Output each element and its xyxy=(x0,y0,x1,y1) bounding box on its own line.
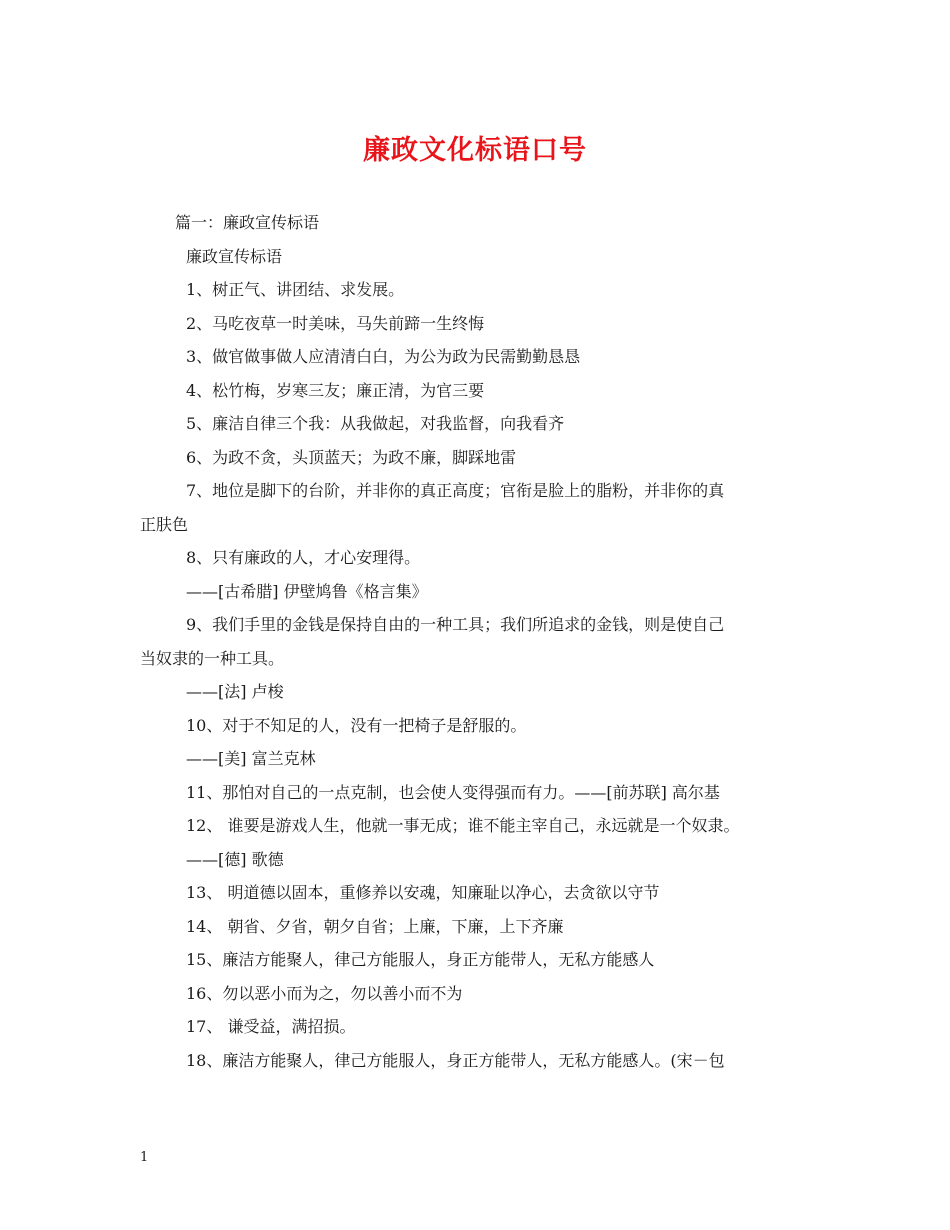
list-item: 7、地位是脚下的台阶，并非你的真正高度；官衔是脸上的脂粉，并非你的真 xyxy=(186,481,725,500)
list-item: 18、廉洁方能聚人，律己方能服人，身正方能带人，无私方能感人。(宋－包 xyxy=(186,1050,725,1070)
list-item: 5、廉洁自律三个我：从我做起，对我监督，向我看齐 xyxy=(186,414,565,433)
list-item: 16、勿以恶小而为之，勿以善小而不为 xyxy=(186,983,463,1003)
quote-attribution: ——[德] 歌德 xyxy=(186,849,284,869)
list-item: 6、为政不贪，头顶蓝天；为政不廉，脚踩地雷 xyxy=(186,447,517,467)
list-item: 13、 明道德以固本，重修养以安魂，知廉耻以净心，去贪欲以守节 xyxy=(186,883,660,902)
list-item: 1、树正气、讲团结、求发展。 xyxy=(186,280,405,299)
subsection-heading: 廉政宣传标语 xyxy=(186,246,283,266)
quote-attribution: ——[法] 卢梭 xyxy=(186,682,284,701)
list-item: 12、 谁要是游戏人生，他就一事无成；谁不能主宰自己，永远就是一个奴隶。 xyxy=(186,816,740,835)
list-item: 9、我们手里的金钱是保持自由的一种工具；我们所追求的金钱，则是使自己 xyxy=(186,615,725,634)
list-item-continuation: 当奴隶的一种工具。 xyxy=(140,648,285,668)
list-item: 15、廉洁方能聚人，律己方能服人，身正方能带人，无私方能感人 xyxy=(186,950,655,969)
list-item: 11、那怕对自己的一点克制，也会使人变得强而有力。——[前苏联] 高尔基 xyxy=(186,782,720,802)
quote-attribution: ——[美] 富兰克林 xyxy=(186,749,316,768)
list-item-continuation: 正肤色 xyxy=(140,514,189,534)
list-item: 14、 朝省、夕省，朝夕自省；上廉，下廉，上下齐廉 xyxy=(186,916,564,936)
list-item: 2、马吃夜草一时美味，马失前蹄一生终悔 xyxy=(186,313,485,333)
quote-attribution: ——[古希腊] 伊壁鸠鲁《格言集》 xyxy=(186,581,428,601)
list-item: 4、松竹梅，岁寒三友；廉正清，为官三要 xyxy=(186,380,485,400)
page-number: 1 xyxy=(140,1150,149,1165)
document-body xyxy=(140,206,816,1077)
list-item: 3、做官做事做人应清清白白，为公为政为民需勤勤恳恳 xyxy=(186,347,581,366)
list-item: 17、 谦受益，满招损。 xyxy=(186,1017,356,1036)
section-heading: 篇一：廉政宣传标语 xyxy=(175,213,320,232)
list-item: 10、对于不知足的人，没有一把椅子是舒服的。 xyxy=(186,715,527,735)
list-item: 8、只有廉政的人，才心安理得。 xyxy=(186,548,421,567)
page-title: 廉政文化标语口号 xyxy=(363,135,587,166)
